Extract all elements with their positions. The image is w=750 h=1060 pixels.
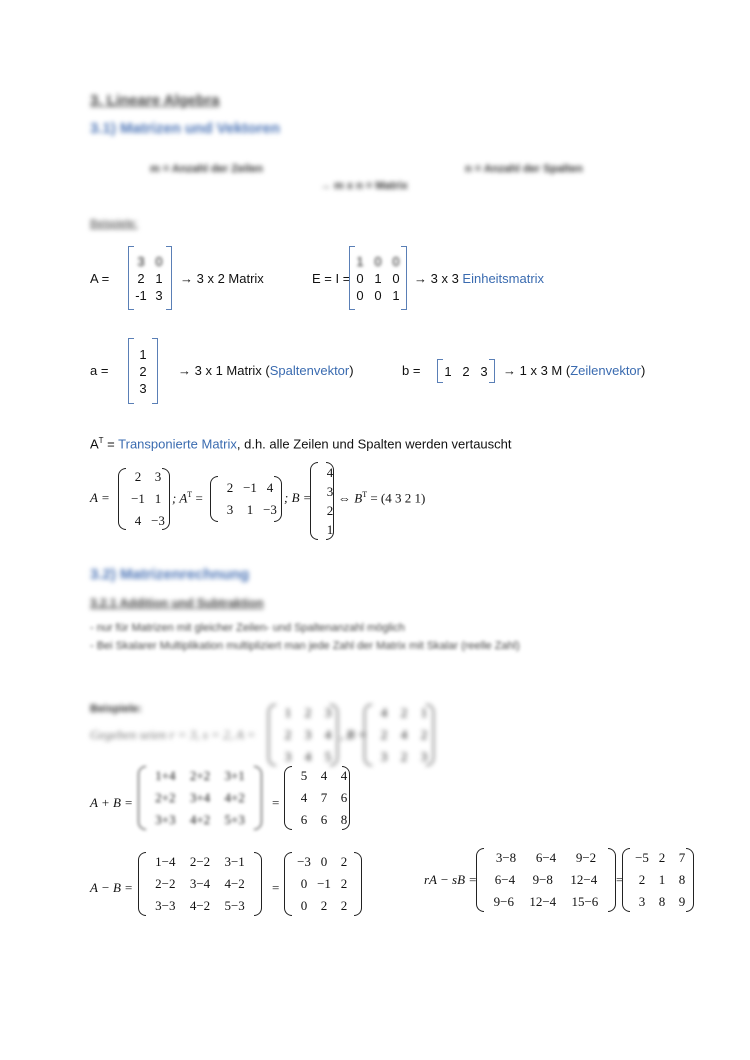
matrix-cell: 2−2 <box>189 854 211 869</box>
matrix-cell: 3 <box>420 749 428 764</box>
matrix-cell: 0 <box>356 270 364 286</box>
note-scalar-multiplication: - Bei Skalarer Multiplikation multipliziert man jede Zahl der Matrix mit Skalar (reelle Zahl) <box>90 640 520 652</box>
matrix-cell: 3 <box>380 749 388 764</box>
matrix-cell: 12−4 <box>570 872 598 887</box>
matrix-row <box>364 724 434 746</box>
matrix-e-desc <box>414 271 544 286</box>
matrix-row <box>128 253 172 270</box>
spaltenvektor-term: Spaltenvektor <box>269 363 350 378</box>
difference-expression-matrix <box>138 852 262 916</box>
matrix-cell: 3−8 <box>495 850 517 865</box>
matrix-cell: 3 <box>139 380 147 396</box>
example-matrix-b <box>364 704 434 766</box>
matrix-cell: 6 <box>300 812 308 827</box>
matrix-cell: 4+2 <box>189 812 211 827</box>
matrix-cell: 1−4 <box>155 854 176 869</box>
matrix-cell: 4−2 <box>224 876 245 891</box>
matrix-cell: 0 <box>356 287 364 303</box>
examples2-given: Gegeben seien r = 3, s = 2, A = <box>90 727 256 742</box>
matrix-cell: −5 <box>635 850 649 865</box>
matrix-cell: 2−2 <box>155 876 176 891</box>
example-b-label: , B = <box>340 727 367 742</box>
matrix-cell: 1 <box>392 287 400 303</box>
bt-sup: T <box>362 490 368 499</box>
matrix-cell: 2 <box>326 503 334 518</box>
at-sup: T <box>187 490 193 499</box>
matrix-cell: 9−2 <box>575 850 597 865</box>
matrix-cell: 1 <box>658 872 666 887</box>
transponierte-matrix-term: Transponierte Matrix <box>118 436 237 452</box>
matrix-row <box>284 787 350 809</box>
matrix-cell: 8 <box>658 894 666 909</box>
matrix-cell: 3−3 <box>155 898 176 913</box>
matrix-cell: −1 <box>243 480 257 495</box>
matrix-row <box>138 851 262 873</box>
transpose-a: A <box>90 436 99 452</box>
matrix-cell: 4 <box>304 749 312 764</box>
matrix-cell: 3+3 <box>155 812 176 827</box>
note-same-dimensions: - nur für Matrizen mit gleicher Zeilen- und Spaltenanzahl möglich <box>90 622 405 634</box>
matrix-row <box>476 891 616 913</box>
matrix-cell: 2 <box>134 469 142 484</box>
matrix-cell: 7 <box>320 790 328 805</box>
matrix-row <box>622 869 694 891</box>
sum-label: A + B = <box>90 795 133 810</box>
matrix-row <box>310 482 334 501</box>
matrix-cell: 0 <box>392 270 400 286</box>
scalar-result-matrix <box>622 848 694 912</box>
matrix-cell: 3 <box>154 469 162 484</box>
example-matrix-a <box>268 704 338 766</box>
matrix-cell: 5−3 <box>224 898 245 913</box>
transposed-matrix-at <box>210 476 282 522</box>
examples2-title: Beispiele: <box>90 703 142 715</box>
difference-label: A − B = <box>90 880 133 895</box>
matrix-cell: 1 <box>420 705 428 720</box>
matrix-row <box>364 702 434 724</box>
matrix-cell: 1 <box>246 502 254 517</box>
vector-b-column <box>310 462 334 540</box>
matrix-row <box>310 463 334 482</box>
sum-expression-matrix <box>138 766 262 830</box>
matrix-cell: 1 <box>154 491 162 506</box>
matrix-cell: 6−4 <box>535 850 557 865</box>
section-heading-3-1: 3.1) Matrizen und Vektoren <box>90 120 281 137</box>
matrix-cell: 0 <box>374 287 382 303</box>
matrix-cell: 3 <box>326 484 334 499</box>
matrix-cell: 2 <box>340 854 348 869</box>
matrix-row <box>118 510 170 532</box>
matrix-cell: −3 <box>263 502 277 517</box>
matrix-cell: 6−4 <box>494 872 516 887</box>
matrix-cell: 4 <box>340 768 348 783</box>
sum-result-matrix <box>284 766 350 830</box>
transpose-b-label: ; B = <box>284 490 312 505</box>
vector-b-desc <box>503 363 645 378</box>
matrix-cell: 9−6 <box>493 894 514 909</box>
examples-label: Beispiele: <box>90 218 138 230</box>
matrix-cell: 0 <box>392 253 400 269</box>
matrix-row <box>268 724 338 746</box>
matrix-cell: 3 <box>480 363 488 379</box>
sum-equals: = <box>272 795 280 810</box>
zeilenvektor-term: Zeilenvektor <box>570 363 641 378</box>
matrix-row <box>349 270 407 287</box>
matrix-row <box>128 287 172 304</box>
matrix-cell: 4 <box>400 727 408 742</box>
matrix-cell: 15−6 <box>571 894 599 909</box>
matrix-cell: 3 <box>284 749 292 764</box>
matrix-cell: 2 <box>420 727 428 742</box>
matrix-row <box>128 363 158 380</box>
vector-a-label: a = <box>90 363 109 378</box>
matrix-cell: 9−8 <box>532 872 553 887</box>
matrix-cell: 1 <box>356 253 364 269</box>
column-vector-a <box>128 338 158 404</box>
matrix-cell: 1 <box>326 522 334 537</box>
matrix-cell: 7 <box>678 850 686 865</box>
matrix-row <box>437 363 495 380</box>
transpose-sup: T <box>98 436 104 445</box>
transpose-definition <box>90 436 512 451</box>
einheitsmatrix-term: Einheitsmatrix <box>462 271 545 286</box>
matrix-cell: 0 <box>155 253 163 269</box>
definition-n: n = Anzahl der Spalten <box>465 163 583 175</box>
matrix-cell: −3 <box>297 854 311 869</box>
matrix-cell: 3+4 <box>189 790 211 805</box>
transpose-eq: = <box>103 436 119 452</box>
matrix-cell: 2+2 <box>189 768 211 783</box>
matrix-row <box>364 746 434 768</box>
matrix-row <box>622 891 694 913</box>
matrix-row <box>284 895 362 917</box>
matrix-cell: 4 <box>380 705 388 720</box>
vector-b-label: b = <box>402 363 421 378</box>
bt-values: = (4 3 2 1) <box>367 490 426 506</box>
matrix-cell: 0 <box>320 854 328 869</box>
matrix-cell: 4 <box>324 727 332 742</box>
at-eq: = <box>192 490 203 506</box>
scalar-label: rA − sB = <box>424 872 478 887</box>
matrix-row <box>118 466 170 488</box>
matrix-row <box>210 499 282 521</box>
matrix-cell: 0 <box>300 898 308 913</box>
matrix-cell: 5+3 <box>224 812 245 827</box>
matrix-cell: 2 <box>400 749 408 764</box>
matrix-cell: 3 <box>638 894 646 909</box>
vector-a-desc-post: ) <box>349 363 354 378</box>
transpose-a-label: A = <box>90 490 110 505</box>
matrix-cell: 2 <box>284 727 292 742</box>
matrix-row <box>210 477 282 499</box>
difference-result-matrix <box>284 852 362 916</box>
matrix-cell: 3−1 <box>224 854 245 869</box>
matrix-cell: 1 <box>374 270 382 286</box>
matrix-cell: 12−4 <box>529 894 557 909</box>
matrix-cell: 2 <box>137 270 145 286</box>
difference-equals: = <box>272 880 280 895</box>
matrix-cell: 3 <box>155 287 163 303</box>
transpose-matrix-a <box>118 468 170 530</box>
matrix-cell: 5 <box>300 768 308 783</box>
matrix-cell: 1 <box>155 270 163 286</box>
matrix-row <box>128 346 158 363</box>
matrix-cell: 2 <box>340 876 348 891</box>
matrix-cell: 2 <box>658 850 666 865</box>
matrix-cell: 3+1 <box>224 768 245 783</box>
matrix-cell: 3 <box>137 253 145 269</box>
bt-text: ⇔ B <box>338 490 363 506</box>
vector-a-desc-pre: → 3 x 1 Matrix ( <box>178 363 270 378</box>
matrix-cell: 5 <box>324 749 332 764</box>
section-heading-3-2: 3.2) Matrizenrechnung <box>90 566 250 583</box>
chapter-heading: 3. Lineare Algebra <box>90 92 220 109</box>
matrix-cell: 2 <box>638 872 646 887</box>
matrix-row <box>284 765 350 787</box>
matrix-cell: 2 <box>304 705 312 720</box>
matrix-cell: 2 <box>226 480 234 495</box>
transpose-explanation: , d.h. alle Zeilen und Spalten werden vertauscht <box>236 436 512 452</box>
matrix-a-label: A = <box>90 271 110 286</box>
matrix-row <box>138 787 262 809</box>
matrix-cell: 4 <box>300 790 308 805</box>
matrix-cell: 1+4 <box>155 768 176 783</box>
matrix-cell: 9 <box>678 894 686 909</box>
matrix-cell: 1 <box>139 346 147 362</box>
matrix-cell: 0 <box>374 253 382 269</box>
matrix-row <box>284 873 362 895</box>
matrix-row <box>349 253 407 270</box>
matrix-cell: 4 <box>134 513 142 528</box>
scalar-expression-matrix <box>476 848 616 912</box>
subsection-heading-3-2-1: 3.2.1 Addition und Subtraktion <box>90 596 264 610</box>
matrix-cell: 4+2 <box>224 790 245 805</box>
vector-b-desc-post: ) <box>641 363 646 378</box>
matrix-cell: 2 <box>340 898 348 913</box>
matrix-a-desc: → 3 x 2 Matrix <box>180 271 264 286</box>
at-label-text: ; A <box>172 490 188 506</box>
matrix-cell: 2 <box>139 363 147 379</box>
matrix-row <box>128 380 158 397</box>
matrix-cell: 8 <box>340 812 348 827</box>
matrix-cell: 6 <box>320 812 328 827</box>
matrix-cell: 4−2 <box>189 898 211 913</box>
matrix-row <box>138 809 262 831</box>
matrix-cell: 8 <box>678 872 686 887</box>
matrix-cell: 3 <box>304 727 312 742</box>
matrix-cell: 0 <box>300 876 308 891</box>
matrix-row <box>310 520 334 539</box>
transpose-at-label <box>172 490 203 506</box>
matrix-cell: 4 <box>326 465 334 480</box>
matrix-cell: −1 <box>131 491 145 506</box>
matrix-row <box>118 488 170 510</box>
identity-matrix <box>349 246 407 310</box>
matrix-cell: 3 <box>324 705 332 720</box>
matrix-cell: 2 <box>320 898 328 913</box>
matrix-row <box>476 847 616 869</box>
matrix-cell: 2 <box>380 727 388 742</box>
matrix-cell: 4 <box>266 480 274 495</box>
matrix-row <box>284 809 350 831</box>
definition-mxn: → m x n = Matrix <box>320 180 408 192</box>
definition-m: m = Anzahl der Zeilen <box>150 163 263 175</box>
row-vector-b <box>437 359 495 383</box>
matrix-a <box>128 246 172 310</box>
matrix-row <box>310 501 334 520</box>
matrix-cell: 3−4 <box>189 876 211 891</box>
matrix-cell: 6 <box>340 790 348 805</box>
matrix-cell: 2 <box>400 705 408 720</box>
vector-a-desc <box>178 363 354 378</box>
matrix-cell: 4 <box>320 768 328 783</box>
matrix-cell: 1 <box>444 363 452 379</box>
scalar-equals: = <box>616 872 624 887</box>
vector-b-desc-pre: → 1 x 3 M ( <box>503 363 571 378</box>
matrix-cell: 3 <box>226 502 234 517</box>
transpose-bt <box>338 490 425 506</box>
matrix-cell: −3 <box>151 513 165 528</box>
matrix-row <box>268 702 338 724</box>
matrix-row <box>138 895 262 917</box>
matrix-row <box>128 270 172 287</box>
matrix-row <box>622 847 694 869</box>
matrix-cell: 1 <box>284 705 292 720</box>
matrix-cell: 2 <box>462 363 470 379</box>
matrix-cell: −1 <box>317 876 331 891</box>
matrix-cell: -1 <box>135 287 147 303</box>
matrix-row <box>349 287 407 304</box>
matrix-e-desc-text: → 3 x 3 <box>414 271 463 286</box>
matrix-row <box>284 851 362 873</box>
matrix-row <box>138 765 262 787</box>
matrix-row <box>476 869 616 891</box>
matrix-row <box>138 873 262 895</box>
matrix-cell: 2+2 <box>155 790 176 805</box>
matrix-e-label: E = I = <box>312 271 351 286</box>
